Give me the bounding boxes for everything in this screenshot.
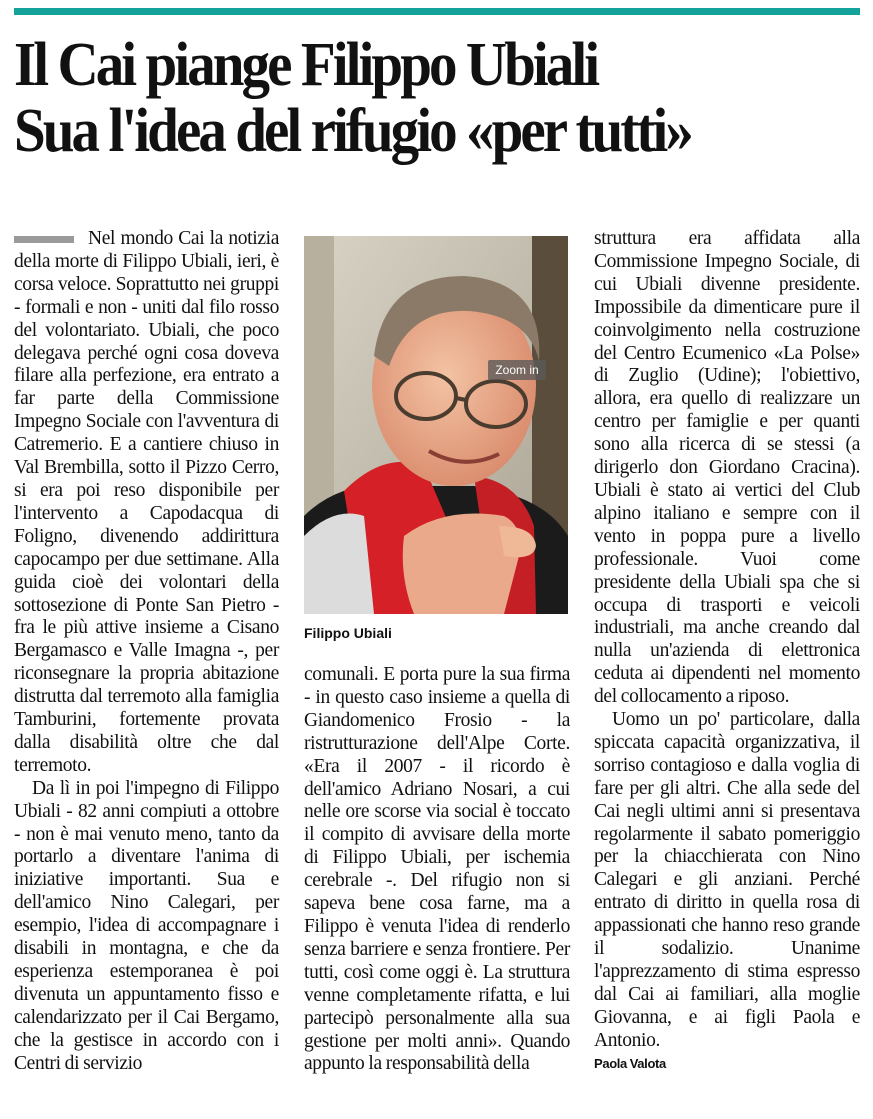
portrait-photo-graphic (304, 236, 568, 614)
paragraph: Uomo un po' particolare, dalla spiccata capacità organizzativa, il sorriso contagioso e dalla voglia di fare per gli altri. Che alla sede del Cai negli ultimi anni si presentava regolarmente il sabato pomeriggio per la chiacchierata con Nino Calegari e gli anziani. Perché entrato di diritto in quella rosa di appassionati che hanno reso grande il sodalizio. Unanime l'apprezzamento di stima espresso dal Cai ai familiari, alla moglie Giovanna, e ai figli Paola e Antonio. (594, 709, 860, 1051)
lead-rule (14, 236, 74, 243)
article-column-2 (304, 664, 570, 1076)
headline-line-2: Sua l'idea del rifugio «per tutti» (14, 97, 691, 165)
zoom-in-button[interactable]: Zoom in (488, 360, 546, 380)
article-column-3 (594, 228, 860, 1076)
portrait-photo[interactable] (304, 236, 568, 614)
paragraph (14, 228, 279, 778)
headline (14, 32, 796, 164)
photo-caption: Filippo Ubiali (304, 625, 392, 641)
paragraph-text: Nel mondo Cai la notizia della morte di Filippo Ubiali, ieri, è corsa veloce. Soprattutto nei gruppi - formali e non - uniti dal filo rosso del volontariato. Ubiali, che poco delegava perché ogni cosa doveva filare alla perfezione, era entrato a far parte della Commissione Impegno Sociale con l'avventura di Catremerio. E a cantiere chiuso in Val Brembilla, sotto il Pizzo Cerro, si era poi reso disponibile per l'intervento a Capodacqua di Foligno, divenendo addirittura capocampo per due settimane. Alla guida cioè dei volontari della sottosezione di Ponte San Pietro - fra le più attive insieme a Cisano Bergamasco e Valle Imagna -, per riconsegnare la propria abitazione distrutta dal terremoto alla famiglia Tamburini, fortemente provata dalla disabilità oltre che dal terremoto. (14, 228, 279, 776)
top-accent-bar (14, 8, 860, 15)
article-column-1 (14, 228, 279, 1076)
paragraph: comunali. E porta pure la sua firma - in questo caso insieme a quella di Giandomenico Frosio - la ristrutturazione dell'Alpe Corte. «Era il 2007 - il ricordo è dell'amico Adriano Nosari, a cui nelle ore scorse via social è toccato il compito di avvisare della morte di Filippo Ubiali, per ischemia cerebrale -. Del rifugio non si sapeva bene cosa farne, ma a Filippo è venuta l'idea di renderlo senza barriere e senza frontiere. Per tutti, così come oggi è. La struttura venne completamente rifatta, e lui partecipò personalmente alla sua gestione per molti anni». Quando appunto la responsabilità della (304, 664, 570, 1075)
paragraph: struttura era affidata alla Commissione Impegno Sociale, di cui Ubiali divenne presidente. Impossibile da dimenticare pure il coinvolgimento nella costruzione del Centro Ecumenico «La Polse» di Zuglio (Udine); l'obiettivo, allora, era quello di realizzare un centro per famiglie e per quanti sono alla ricerca di se stessi (a dirigerlo don Giordano Cracina). Ubiali è stato ai vertici del Club alpino italiano e sempre con il vento in poppa pure a livello professionale. Vuoi come presidente della Ubiali spa che si occupa di trasporti e veicoli industriali, ma anche creando dal nulla un'azienda di elettronica ceduta ai dipendenti nel momento del collocamento a riposo. (594, 228, 860, 708)
headline-line-1: Il Cai piange Filippo Ubiali (14, 31, 598, 99)
paragraph: Da lì in poi l'impegno di Filippo Ubiali - 82 anni compiuti a ottobre - non è mai venuto meno, tanto da portarlo a diventare l'anima di iniziative importanti. Sua e dell'amico Nino Calegari, per esempio, l'idea di accompagnare i disabili in montagna, e che da esperienza estemporanea è poi divenuta un appuntamento fisso e calendarizzato per il Cai Bergamo, che la gestisce in accordo con i Centri di servizio (14, 777, 279, 1074)
author-signature: Paola Valota (594, 1055, 666, 1071)
